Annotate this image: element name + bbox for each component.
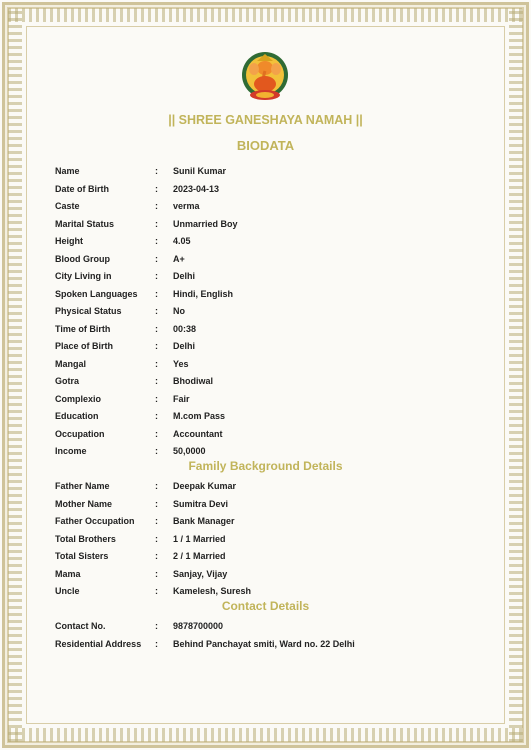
detail-label: Education: [55, 411, 99, 421]
detail-label: Occupation: [55, 428, 105, 439]
detail-value: Sanjay, Vijay: [173, 568, 228, 579]
detail-label: Contact No.: [55, 621, 106, 631]
detail-value: verma: [173, 201, 200, 211]
detail-label: Total Sisters: [55, 551, 109, 561]
detail-label: City Living in: [55, 271, 112, 281]
detail-separator: :: [155, 516, 158, 526]
detail-label: Total Brothers: [55, 533, 116, 544]
detail-separator: :: [155, 253, 158, 264]
detail-label: Complexio: [55, 393, 102, 404]
detail-value: Kamelesh, Suresh: [173, 586, 252, 596]
ganesha-icon: [240, 51, 290, 103]
detail-separator: :: [155, 201, 158, 211]
detail-value: 4.05: [173, 236, 191, 246]
detail-value: Fair: [173, 393, 190, 404]
detail-separator: :: [155, 428, 158, 439]
detail-value: 00:38: [173, 323, 197, 334]
detail-value: Unmarried Boy: [173, 218, 238, 229]
detail-separator: :: [155, 393, 158, 404]
detail-label: Father Occupation: [55, 516, 135, 526]
detail-label: Residential Address: [55, 638, 142, 649]
detail-value: Delhi: [173, 341, 196, 351]
detail-label: Mangal: [55, 358, 87, 369]
detail-separator: :: [155, 183, 158, 194]
detail-separator: :: [155, 236, 158, 246]
detail-separator: :: [155, 551, 158, 561]
detail-label: Mother Name: [55, 498, 113, 509]
detail-value: Behind Panchayat smiti, Ward no. 22 Delhi: [173, 638, 355, 649]
detail-value: No: [173, 306, 185, 316]
detail-value: Hindi, English: [173, 288, 233, 299]
detail-value: 9878700000: [173, 621, 224, 631]
detail-value: Sumitra Devi: [173, 498, 229, 509]
detail-value: Deepak Kumar: [173, 481, 237, 491]
detail-separator: :: [155, 323, 158, 334]
detail-separator: :: [155, 568, 158, 579]
detail-label: Marital Status: [55, 218, 115, 229]
detail-label: Uncle: [55, 586, 80, 596]
detail-separator: :: [155, 341, 158, 351]
detail-separator: :: [155, 271, 158, 281]
detail-value: Bank Manager: [173, 516, 235, 526]
detail-separator: :: [155, 306, 158, 316]
detail-separator: :: [155, 638, 158, 649]
invocation-heading: || SHREE GANESHAYA NAMAH ||: [168, 113, 363, 127]
detail-separator: :: [155, 411, 158, 421]
detail-label: Spoken Languages: [55, 288, 138, 299]
detail-label: Date of Birth: [55, 183, 109, 194]
detail-separator: :: [155, 586, 158, 596]
detail-label: Height: [55, 236, 83, 246]
detail-value: Yes: [173, 358, 189, 369]
detail-label: Time of Birth: [55, 323, 111, 334]
detail-label: Physical Status: [55, 306, 122, 316]
detail-value: Delhi: [173, 271, 196, 281]
detail-label: Gotra: [55, 376, 80, 386]
detail-value: 1 / 1 Married: [173, 533, 226, 544]
detail-separator: :: [155, 621, 158, 631]
detail-label: Income: [55, 446, 87, 456]
detail-value: 2 / 1 Married: [173, 551, 226, 561]
detail-value: A+: [173, 253, 185, 264]
detail-separator: :: [155, 166, 158, 176]
detail-separator: :: [155, 218, 158, 229]
detail-label: Name: [55, 166, 80, 176]
contact-section-title: Contact Details: [221, 599, 310, 613]
detail-value: 2023-04-13: [173, 183, 220, 194]
detail-separator: :: [155, 481, 158, 491]
detail-value: Accountant: [173, 428, 223, 439]
detail-label: Blood Group: [55, 253, 110, 264]
detail-separator: :: [155, 533, 158, 544]
detail-separator: :: [155, 498, 158, 509]
detail-value: Bhodiwal: [173, 376, 213, 386]
detail-value: 50,0000: [173, 446, 206, 456]
detail-value: Sunil Kumar: [173, 166, 227, 176]
detail-label: Place of Birth: [55, 341, 114, 351]
detail-separator: :: [155, 376, 158, 386]
detail-label: Mama: [55, 568, 81, 579]
detail-label: Father Name: [55, 481, 110, 491]
detail-value: M.com Pass: [173, 411, 226, 421]
page-title: BIODATA: [236, 138, 295, 153]
detail-separator: :: [155, 358, 158, 369]
detail-separator: :: [155, 446, 158, 456]
detail-separator: :: [155, 288, 158, 299]
detail-label: Caste: [55, 201, 80, 211]
family-section-title: Family Background Details: [188, 459, 343, 473]
